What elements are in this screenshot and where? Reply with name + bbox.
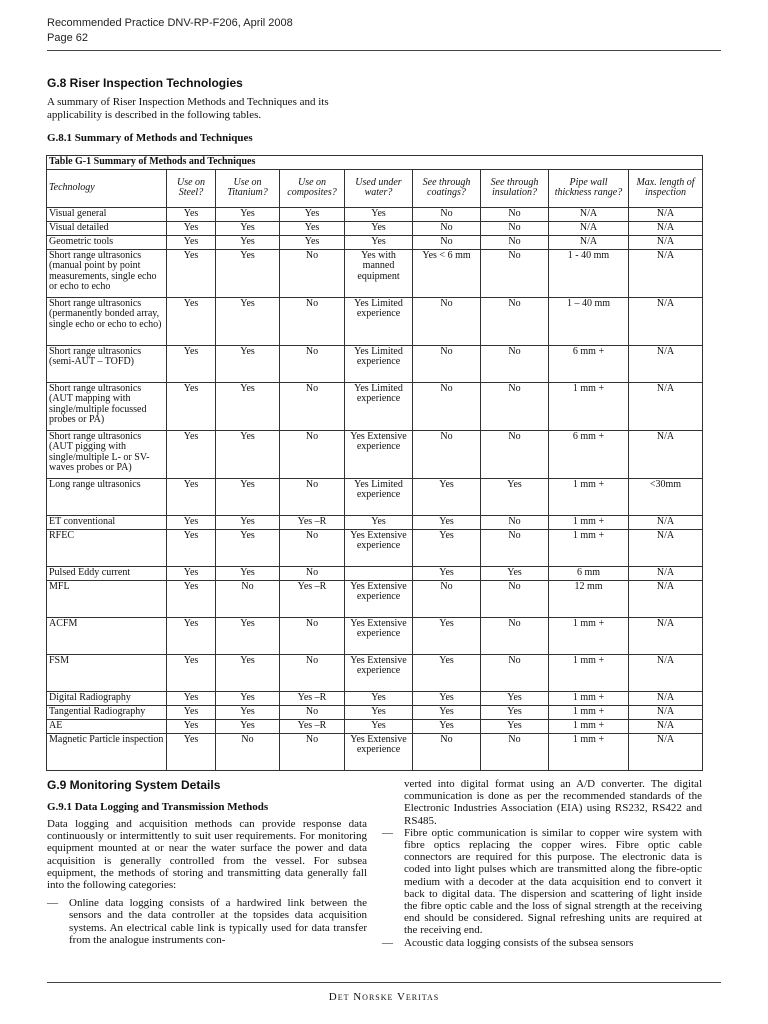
table-cell: No [280,249,345,297]
technology-cell: Short range ultrasonics (manual point by point measurements, single echo or echo to echo [47,249,167,297]
header-page-number: Page 62 [47,32,88,44]
table-cell: 1 mm + [549,617,629,654]
header-rule [47,50,721,51]
table-cell: N/A [629,580,703,617]
table-cell: N/A [629,733,703,770]
table-row [47,297,703,345]
table-cell: N/A [629,719,703,733]
table-cell: 1 - 40 mm [549,249,629,297]
table-cell: 1 mm + [549,719,629,733]
table-cell: Yes [167,382,216,430]
table-cell: Yes –R [280,691,345,705]
dash-bullet: — [47,897,58,910]
table-cell: Yes [413,691,481,705]
table-cell: Yes [280,207,345,221]
section-g91-title: G.9.1 Data Logging and Transmission Methods [47,801,269,813]
table-cell: 1 mm + [549,733,629,770]
table-cell: Yes [167,235,216,249]
table-cell: N/A [629,249,703,297]
table-cell: Yes [345,207,413,221]
table-cell: Yes [216,566,280,580]
table-cell: No [481,529,549,566]
table-cell: Yes [167,733,216,770]
table-cell: 6 mm [549,566,629,580]
table-cell: Yes [216,221,280,235]
table-cell: Yes Limited experience [345,478,413,515]
table-cell: Yes [216,382,280,430]
table-cell: 1 mm + [549,691,629,705]
table-cell: N/A [629,207,703,221]
table-row [47,733,703,770]
table-cell: Yes [167,515,216,529]
table-row [47,221,703,235]
table-cell: Yes [167,529,216,566]
table-cell: N/A [549,221,629,235]
table-cell: Yes with manned equipment [345,249,413,297]
table-cell: 1 mm + [549,382,629,430]
table-cell: 1 mm + [549,654,629,691]
table-cell: Yes [167,478,216,515]
table-cell: No [481,580,549,617]
table-cell: Yes [413,529,481,566]
table-cell: N/A [549,235,629,249]
table-row [47,207,703,221]
table-cell: Yes [216,345,280,382]
table-cell: No [280,733,345,770]
table-cell: Yes –R [280,580,345,617]
table-cell: Yes [345,221,413,235]
table-cell: Yes [216,705,280,719]
section-g9-title: G.9 Monitoring System Details [47,778,221,792]
table-cell: 1 – 40 mm [549,297,629,345]
table-cell: N/A [549,207,629,221]
table-cell: No [413,235,481,249]
col-header-under-water: Used under water? [345,169,413,207]
col-header-coatings: See through coatings? [413,169,481,207]
table-cell: N/A [629,705,703,719]
methods-table [46,155,703,771]
table-cell: N/A [629,297,703,345]
table-cell: Yes [345,691,413,705]
table-cell: 6 mm + [549,430,629,478]
list-item [382,827,702,937]
right-column [382,778,702,949]
technology-cell: AE [47,719,167,733]
technology-cell: ACFM [47,617,167,654]
table-cell: No [481,654,549,691]
technology-cell: Visual general [47,207,167,221]
table-cell: No [413,345,481,382]
table-cell: No [280,654,345,691]
table-cell: N/A [629,515,703,529]
table-cell: No [481,249,549,297]
fibre-optic-text: Fibre optic communication is similar to copper wire system with fibre optics replacing the copper wires. Fibre optic cable connectors are required for this purpose. The electronic data is coded into light pulses which are transmitted along the fibre-optic medium with a decoder at the data acquisition end to convert it back to digital data. The dispersion and scattering of light inside the fibre optic cable and the loss of signal strength at the receiving end should be considered. Signal refreshing units are required at the receiving end. [404,826,702,937]
technology-cell: Geometric tools [47,235,167,249]
table-header-row [47,169,703,207]
table-cell: No [280,382,345,430]
dash-bullet: — [382,826,393,839]
table-cell: No [413,580,481,617]
section-g8-intro: A summary of Riser Inspection Methods and Techniques and its applicability is described in the following tables. [47,96,329,121]
left-column [47,818,367,946]
acoustic-logging-text: Acoustic data logging consists of the subsea sensors [404,936,634,949]
table-cell: Yes [345,515,413,529]
table-cell: No [280,297,345,345]
table-row [47,617,703,654]
table-cell: No [216,580,280,617]
table-caption: Table G-1 Summary of Methods and Techniques [46,155,703,169]
table-cell: Yes < 6 mm [413,249,481,297]
list-item [382,937,702,949]
table-cell: Yes Extensive experience [345,617,413,654]
table-row [47,515,703,529]
table-cell: Yes [167,345,216,382]
table-cell: Yes [413,515,481,529]
table-cell: No [481,345,549,382]
col-header-technology: Technology [47,169,167,207]
col-header-thickness: Pipe wall thickness range? [549,169,629,207]
table-body [47,207,703,770]
technology-cell: RFEC [47,529,167,566]
table-row [47,705,703,719]
table-cell: Yes [167,297,216,345]
table-cell: 1 mm + [549,478,629,515]
table-cell: N/A [629,221,703,235]
table-cell: No [413,733,481,770]
table-cell: Yes [167,617,216,654]
col-header-steel: Use on Steel? [167,169,216,207]
table-cell: Yes Extensive experience [345,580,413,617]
table-cell: No [481,733,549,770]
footer-rule [47,982,721,983]
table-cell: Yes [167,566,216,580]
technology-cell: Long range ultrasonics [47,478,167,515]
table-cell: Yes Limited experience [345,297,413,345]
technology-cell: Short range ultrasonics (permanently bonded array, single echo or echo to echo) [47,297,167,345]
table-cell: Yes [413,566,481,580]
table-cell: Yes [216,529,280,566]
table-cell: No [413,382,481,430]
table-cell: N/A [629,382,703,430]
table-cell: Yes [345,705,413,719]
table-cell: N/A [629,430,703,478]
technology-cell: Visual detailed [47,221,167,235]
table-cell: Yes [216,478,280,515]
table-row [47,529,703,566]
table-cell: Yes [216,515,280,529]
table-cell: Yes [167,207,216,221]
table-row [47,235,703,249]
table-cell: No [481,515,549,529]
table-cell: No [280,345,345,382]
table-row [47,654,703,691]
dash-bullet: — [382,936,393,949]
table-cell [345,566,413,580]
table-cell: No [413,297,481,345]
table-cell: Yes [216,654,280,691]
technology-cell: Pulsed Eddy current [47,566,167,580]
col-header-titanium: Use on Titanium? [216,169,280,207]
page-header [47,16,293,46]
technology-cell: Short range ultrasonics (AUT mapping with single/multiple focussed probes or PA) [47,382,167,430]
header-doc-title: Recommended Practice DNV-RP-F206, April 2008 [47,17,293,29]
technology-cell: Short range ultrasonics (semi-AUT – TOFD) [47,345,167,382]
technology-cell: MFL [47,580,167,617]
table-cell: N/A [629,529,703,566]
table-cell: Yes [216,249,280,297]
table-row [47,430,703,478]
table-row [47,478,703,515]
table-cell: Yes [167,691,216,705]
technology-cell: Magnetic Particle inspection [47,733,167,770]
technology-cell: Tangential Radiography [47,705,167,719]
table-cell: Yes [280,235,345,249]
page-footer: Det Norske Veritas [328,991,440,1003]
table-cell: No [481,617,549,654]
table-cell: Yes [216,207,280,221]
table-row [47,345,703,382]
table-cell: N/A [629,235,703,249]
table-cell: Yes [481,478,549,515]
table-cell: Yes [216,617,280,654]
table-cell: Yes [280,221,345,235]
table-cell: <30mm [629,478,703,515]
table-cell: No [481,430,549,478]
table-cell: 1 mm + [549,515,629,529]
table-cell: No [216,733,280,770]
intro-paragraph: Data logging and acquisition methods can provide response data continuously or intermittently to suit user requirements. For monitoring equipment mounted at or near the water surface the power and data acquisition is generally controlled from the vessel. For subsea equipment, the methods of storing and transmitting data generally fall into the following categories: [47,818,367,892]
table-cell: N/A [629,345,703,382]
table-cell: Yes [216,430,280,478]
table-row [47,719,703,733]
table-row [47,249,703,297]
table-cell: Yes Extensive experience [345,430,413,478]
table-cell: Yes –R [280,719,345,733]
table-cell: No [481,297,549,345]
section-g81-title: G.8.1 Summary of Methods and Techniques [47,132,253,144]
table-cell: Yes [413,617,481,654]
table-cell: Yes [167,221,216,235]
table-cell: Yes [216,297,280,345]
continued-text: verted into digital format using an A/D converter. The digital communication is done as per the recommended standards of the Electronic Industries Association (EIA) using RS232, RS422 and RS485. [404,778,702,827]
table-cell: No [481,382,549,430]
table-cell: Yes [167,719,216,733]
table-cell: Yes [413,478,481,515]
table-cell: Yes [167,705,216,719]
col-header-max-length: Max. length of inspection [629,169,703,207]
table-cell: Yes [216,235,280,249]
list-item [47,897,367,946]
table-cell: Yes [167,580,216,617]
col-header-insulation: See through insulation? [481,169,549,207]
table-cell: 6 mm + [549,345,629,382]
technology-cell: FSM [47,654,167,691]
table-cell: Yes [167,654,216,691]
table-cell: 1 mm + [549,705,629,719]
table-cell: Yes [216,719,280,733]
table-cell: Yes Extensive experience [345,529,413,566]
table-cell: Yes [481,691,549,705]
table-cell: No [481,207,549,221]
table-row [47,580,703,617]
table-cell: Yes Limited experience [345,382,413,430]
table-cell: No [280,705,345,719]
table-cell: Yes [345,235,413,249]
table-cell: 12 mm [549,580,629,617]
table-cell: Yes [481,719,549,733]
technology-cell: Short range ultrasonics (AUT pigging with single/multiple L- or SV-waves probes or PA) [47,430,167,478]
table-row [47,691,703,705]
table-cell: No [413,221,481,235]
online-logging-text: Online data logging consists of a hardwired link between the sensors and the data controller at the topsides data acquisition systems. An electrical cable link is typically used for data transfer from the analogue instruments con- [69,897,367,946]
table-cell: Yes Extensive experience [345,654,413,691]
table-cell: Yes [345,719,413,733]
table-cell: Yes [167,249,216,297]
table-cell: N/A [629,617,703,654]
table-cell: No [413,207,481,221]
table-cell: N/A [629,654,703,691]
table-cell: No [280,617,345,654]
table-cell: No [280,529,345,566]
table-cell: Yes [481,705,549,719]
table-cell: No [280,430,345,478]
table-cell: No [481,235,549,249]
col-header-composites: Use on composites? [280,169,345,207]
table-cell: Yes [413,705,481,719]
table-cell: No [413,430,481,478]
table-cell: Yes [216,691,280,705]
table-cell: No [481,221,549,235]
section-g8-title: G.8 Riser Inspection Technologies [47,76,243,90]
table-cell: N/A [629,691,703,705]
table-row [47,566,703,580]
table-cell: Yes [167,430,216,478]
table-cell: No [280,566,345,580]
table-cell: Yes Extensive experience [345,733,413,770]
table-cell: Yes [413,719,481,733]
table-cell: Yes [413,654,481,691]
table-cell: No [280,478,345,515]
table-cell: N/A [629,566,703,580]
table-row [47,382,703,430]
table-cell: Yes [481,566,549,580]
table-cell: Yes –R [280,515,345,529]
table-cell: Yes Limited experience [345,345,413,382]
technology-cell: ET conventional [47,515,167,529]
table-cell: 1 mm + [549,529,629,566]
technology-cell: Digital Radiography [47,691,167,705]
